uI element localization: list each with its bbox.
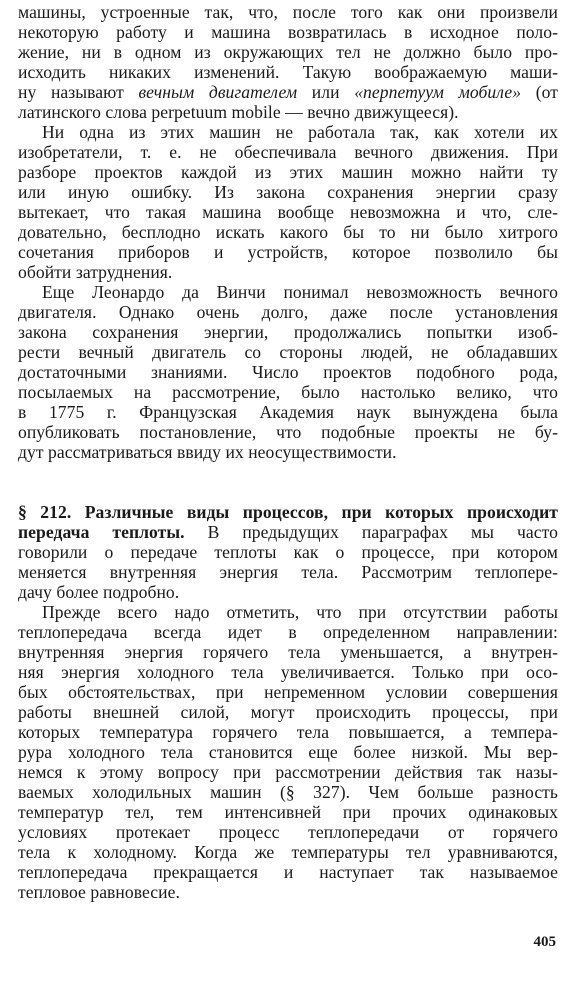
text-run: или (297, 82, 355, 102)
text-line: сочетания приборов и устройств, которое позволило бы (18, 242, 558, 262)
text-line: достаточными знаниями. Число проектов подобного рода, (18, 362, 558, 382)
continuation-paragraph (18, 0, 558, 122)
section-heading-text: передача теплоты. (18, 522, 185, 542)
text-line: разборе проектов каждой из этих машин можно найти ту (18, 162, 558, 182)
text-line: ваемых холодильных машин (§ 327). Чем больше разность (18, 782, 558, 802)
text-line: некоторую работу и машина возвратилась в исходное поло- (18, 22, 558, 42)
text-line: дут рассматриваться ввиду их неосуществимости. (18, 442, 397, 462)
text-line: Еще Леонардо да Винчи понимал невозможность вечного (42, 282, 558, 302)
italic-term: вечным двигателем (138, 82, 298, 102)
text-line: Прежде всего надо отметить, что при отсутствии работы (42, 602, 558, 622)
text-line: машины, устроенные так, что, после того как они произвели (18, 2, 558, 22)
text-line: теплопередача прекращается и наступает так называемое (18, 862, 558, 882)
text-line: Ни одна из этих машин не работала так, как хотели их (42, 122, 558, 142)
text-line: говорили о передаче теплоты как о процессе, при котором (18, 542, 558, 562)
text-line: теплопередача всегда идет в определенном направлении: (18, 622, 558, 642)
page-number: 405 (533, 934, 556, 950)
text-line: няя энергия холодного тела увеличивается. Только при осо- (18, 662, 558, 682)
text-run: (от (521, 82, 558, 102)
text-line: латинского слова perpetuum mobile — вечно движущееся). (18, 102, 459, 122)
text-line: опубликовать постановление, что подобные проекты не бу- (18, 422, 558, 442)
text-line: меняется внутренняя энергия тела. Рассмотрим теплопере- (18, 562, 558, 582)
text-line: довательно, бесплодно искать какого бы то ни было хитрого (18, 222, 558, 242)
text-line: тепловое равновесие. (18, 882, 180, 902)
paragraph-perpetual-motion (18, 122, 558, 282)
text-run: ну называют (18, 82, 139, 102)
italic-term: «перпетуум мобиле» (354, 82, 522, 102)
text-line: в 1775 г. Французская Академия наук вынуждена была (18, 402, 558, 422)
text-line: бых обстоятельствах, при непременном условии совершения (18, 682, 558, 702)
text-line: температур тел, тем интенсивней при прочих одинаковых (18, 802, 558, 822)
text-line: вытекает, что такая машина вообще невозможна и что, сле- (18, 202, 558, 222)
paragraph-leonardo (18, 282, 558, 462)
text-line: которых температура горячего тела повышается, а темпера- (18, 722, 558, 742)
text-line (18, 82, 558, 102)
text-line: изобретатели, т. е. не обеспечивала вечного движения. При (18, 142, 558, 162)
text-line: закона сохранения энергии, продолжались попытки изоб- (18, 322, 558, 342)
text-line: жение, ни в одном из окружающих тел не должно было про- (18, 42, 558, 62)
text-line: работы внешней силой, могут происходить процессы, при (18, 702, 558, 722)
text-line (18, 522, 558, 542)
text-line: или иную ошибку. Из закона сохранения энергии сразу (18, 182, 558, 202)
page-body (18, 0, 558, 902)
text-line: исходить никаких изменений. Такую воображаемую маши- (18, 62, 558, 82)
section-heading (18, 502, 558, 522)
section-heading-text: § 212. Различные виды процессов, при которых происходит (18, 502, 558, 522)
text-line: посылаемых на рассмотрение, было настолько велико, что (18, 382, 558, 402)
text-line: рура холодного тела становится еще более низкой. Мы вер- (18, 742, 558, 762)
text-run: В предыдущих параграфах мы часто (184, 522, 558, 542)
text-line: условиях протекает процесс теплопередачи от горячего (18, 822, 558, 842)
text-line: двигателя. Однако очень долго, даже после установления (18, 302, 558, 322)
text-line: тела к холодному. Когда же температуры тел уравниваются, (18, 842, 558, 862)
text-line: немся к этому вопросу при рассмотрении действия так назы- (18, 762, 558, 782)
text-line: внутренняя энергия горячего тела уменьшается, а внутрен- (18, 642, 558, 662)
paragraph-heat-transfer (18, 602, 558, 902)
text-line: рести вечный двигатель со стороны людей, не обладавших (18, 342, 558, 362)
section-212 (18, 502, 558, 602)
section-gap (18, 462, 558, 502)
text-line: дачу более подробно. (18, 582, 180, 602)
text-line: обойти затруднения. (18, 262, 173, 282)
